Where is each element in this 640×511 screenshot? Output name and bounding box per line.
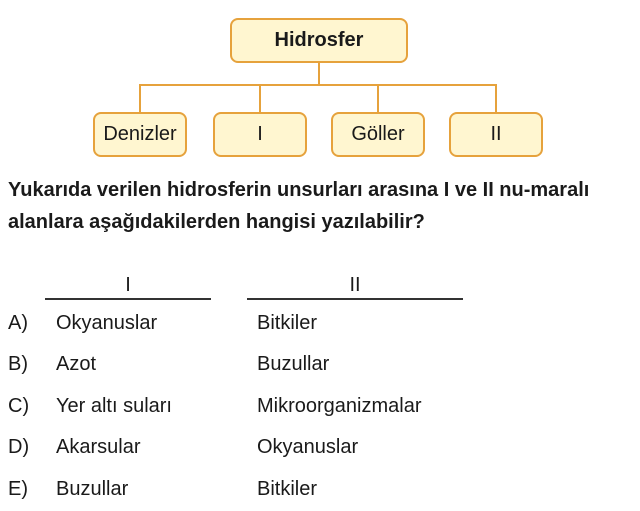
option-b[interactable] xyxy=(8,349,628,379)
column-header-i: I xyxy=(125,274,131,296)
option-a[interactable] xyxy=(8,308,628,338)
option-letter: C) xyxy=(8,395,30,417)
diagram-child-blank-i: I xyxy=(213,112,307,157)
column-rule-ii xyxy=(247,298,463,300)
diagram-root-box: Hidrosfer xyxy=(230,18,408,63)
option-col2: Bitkiler xyxy=(257,478,318,500)
diagram-child-blank-ii: II xyxy=(449,112,543,157)
column-rule-i xyxy=(45,298,211,300)
option-col2: Buzullar xyxy=(257,353,330,375)
option-col1: Okyanuslar xyxy=(56,312,158,334)
option-col1: Yer altı suları xyxy=(56,395,172,417)
option-col1: Akarsular xyxy=(56,436,141,458)
option-e[interactable] xyxy=(8,474,628,504)
option-d[interactable] xyxy=(8,432,628,462)
option-col2: Okyanuslar xyxy=(257,436,359,458)
connector-drop-2 xyxy=(259,84,261,113)
connector-horizontal xyxy=(139,84,497,86)
option-letter: B) xyxy=(8,353,28,375)
connector-root-stem xyxy=(318,62,320,85)
option-letter: D) xyxy=(8,436,30,458)
question-text: Yukarıda verilen hidrosferin unsurları arasına I ve II nu-maralı alanlara aşağıdakilerden hangisi yazılabilir? xyxy=(8,179,590,233)
connector-drop-1 xyxy=(139,84,141,113)
option-letter: E) xyxy=(8,478,28,500)
option-letter: A) xyxy=(8,312,28,334)
option-col2: Mikroorganizmalar xyxy=(257,395,422,417)
diagram-child-denizler: Denizler xyxy=(93,112,187,157)
option-col1: Buzullar xyxy=(56,478,129,500)
option-col1: Azot xyxy=(56,353,97,375)
column-header-ii: II xyxy=(349,274,361,296)
option-c[interactable] xyxy=(8,391,628,421)
diagram-child-goller: Göller xyxy=(331,112,425,157)
option-col2: Bitkiler xyxy=(257,312,318,334)
connector-drop-4 xyxy=(495,84,497,113)
connector-drop-3 xyxy=(377,84,379,113)
